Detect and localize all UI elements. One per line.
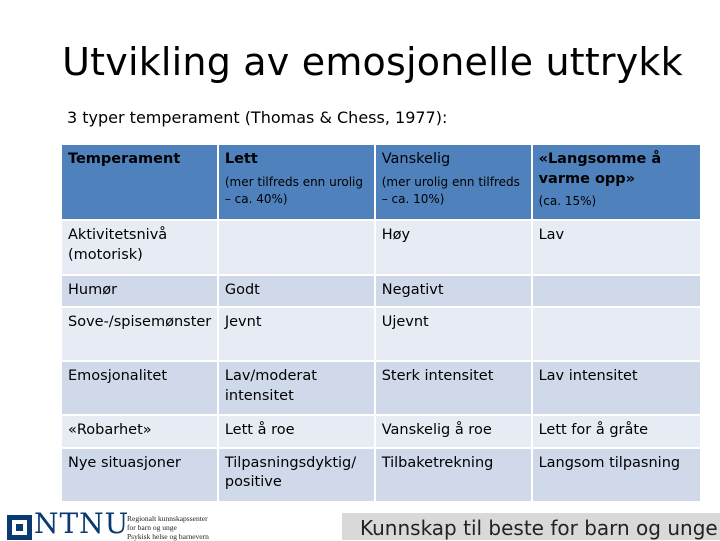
row-label: Sove-/spisemønster [62,308,217,360]
cell-langsom [533,308,700,360]
header-lett-label: Lett [224,151,258,167]
table-row [62,362,700,414]
header-langsom-sub: (ca. 15%) [538,194,597,209]
slide-title: Utvikling av emosjonelle uttrykk [62,40,683,84]
cell-langsom: Lett for å gråte [533,416,700,446]
table-row [62,276,700,306]
cell-vanskelig: Sterk intensitet [376,362,531,414]
header-langsom [533,145,700,219]
center-line-2: for barn og unge [127,523,177,532]
center-line-3: Psykisk helse og barnevern [127,532,209,541]
row-label: Aktivitetsnivå (motorisk) [62,221,217,273]
row-label: «Robarhet» [62,416,217,446]
cell-vanskelig: Tilbaketrekning [376,449,531,501]
table-row [62,416,700,446]
cell-vanskelig: Ujevnt [376,308,531,360]
header-lett-sub: (mer tilfreds enn urolig – ca. 40%) [224,174,364,206]
cell-vanskelig: Negativt [376,276,531,306]
tagline: Kunnskap til beste for barn og unge [360,516,718,540]
table-row [62,308,700,360]
header-langsom-label: «Langsomme å varme opp» [538,151,662,187]
slide-subtitle: 3 typer temperament (Thomas & Chess, 1977): [67,108,448,127]
cell-lett: Tilpasningsdyktig/ positive [219,449,374,501]
cell-langsom: Lav intensitet [533,362,700,414]
cell-langsom [533,276,700,306]
cell-vanskelig: Høy [376,221,531,273]
cell-lett: Lav/moderat intensitet [219,362,374,414]
header-vanskelig [376,145,531,219]
header-temperament-label: Temperament [68,151,181,167]
table-header-row [62,145,700,219]
ntnu-logo-text: NTNU [34,507,130,540]
cell-langsom: Langsom tilpasning [533,449,700,501]
header-temperament [62,145,217,219]
cell-lett: Jevnt [219,308,374,360]
row-label: Emosjonalitet [62,362,217,414]
center-line-1: Regionalt kunnskapssenter [127,514,208,523]
row-label: Humør [62,276,217,306]
table-row [62,221,700,273]
cell-lett [219,221,374,273]
header-lett [219,145,374,219]
cell-vanskelig: Vanskelig å roe [376,416,531,446]
table-row [62,449,700,501]
cell-lett: Godt [219,276,374,306]
row-label: Nye situasjoner [62,449,217,501]
ntnu-logo-icon [7,515,32,540]
header-vanskelig-label: Vanskelig [381,151,451,167]
footer [0,505,720,540]
cell-lett: Lett å roe [219,416,374,446]
cell-langsom: Lav [533,221,700,273]
header-vanskelig-sub: (mer urolig enn tilfreds – ca. 10%) [381,174,520,206]
center-name [127,514,209,541]
temperament-table [60,143,702,503]
